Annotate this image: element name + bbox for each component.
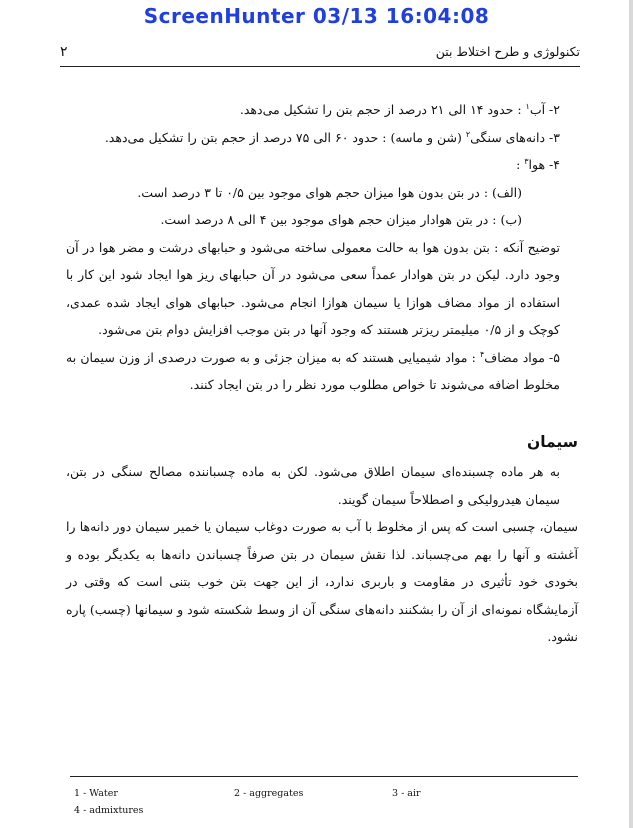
footnote-ref: ۲ [465,129,471,139]
item-label: ۴- هوا [528,157,560,172]
item-label: ۳- دانه‌های سنگی [470,129,560,145]
page-number: ۲ [60,44,68,60]
footnotes [70,776,578,819]
footnote-3: 3 - air [392,788,421,799]
cement-paragraph-2: سیمان، چسبی است که پس از مخلوط با آب به صورت دوغاب سیمان یا خمیر سیمان دور دانه‌ها را آغشته و آنها را بهم می‌چسباند. لذا نقش سیمان در بتن صرفاً چسباندن دانه‌ها به یکدیگر بوده و بخودی خود تأثیری در مقاومت و باربری ندارد، از این جهت بتن خوب بتنی است که وقتی در آزمایشگاه نمونه‌ای از آن را بشکنند دانه‌های سنگی آن از وسط شکسته شود و سیمانها (چسب) پاره نشود. [66,519,578,644]
book-title: تکنولوژی و طرح اختلاط بتن [435,44,580,59]
item-text: : [516,157,525,172]
footnote-row [70,802,578,819]
sub-item-b: (ب) : در بتن هوادار میزان حجم هوای موجود بین ۴ الی ۸ درصد است. [160,212,522,227]
footnote-2: 2 - aggregates [234,788,304,799]
item-label: ۵- مواد مضاف [484,349,560,365]
explanation-paragraph: توضیح آنکه : بتن بدون هوا به حالت معمولی ساخته می‌شود و حبابهای درشت و مضر هوا در آن وجود دارد. لیکن در بتن هوادار عمداً سعی می‌شود در آن حبابهای ریز هوا ایجاد شود این کار با استفاده از مواد مضاف هوازا یا سیمان هوازا انجام می‌شود. حبابهای هوای ایجاد شده عمدی، کوچک و از ۰/۵ میلیمتر ریزتر هستند که وجود آنها در بتن موجب افزایش دوام بتن می‌شود. [66,239,560,337]
page-body [66,96,578,651]
footnote-ref: ۳ [524,156,529,166]
list-item-air [66,151,578,179]
page-edge-divider [629,0,633,828]
item-text: : حدود ۱۴ الی ۲۱ درصد از حجم بتن را تشکیل می‌دهد. [239,102,522,117]
screenhunter-watermark: ScreenHunter 03/13 16:04:08 [143,4,490,28]
footnote-row [70,785,578,802]
section-heading-cement: سیمان [526,432,578,451]
footnote-4: 4 - admixtures [74,805,144,816]
list-item-water [66,96,578,124]
item-text: : مواد شیمیایی هستند که به میزان جزئی و به صورت درصدی از وزن سیمان به مخلوط اضافه می‌شوند تا خواص مطلوب مورد نظر را در بتن ایجاد کنند. [66,349,560,392]
sub-item-a: (الف) : در بتن بدون هوا میزان حجم هوای موجود بین ۰/۵ تا ۳ درصد است. [137,184,522,200]
list-item-admixtures [66,344,578,399]
list-item-aggregates [66,124,578,152]
page-header [60,44,580,67]
item-text: (شن و ماسه) : حدود ۶۰ الی ۷۵ درصد از حجم بتن را تشکیل می‌دهد. [104,129,466,145]
item-label: ۲- آب [529,102,560,117]
footnote-ref: ۴ [479,349,485,359]
cement-paragraph-1: به هر ماده چسبنده‌ای سیمان اطلاق می‌شود. لکن به ماده چسباننده مصالح سنگی در بتن، سیمان هیدرولیکی و اصطلاحاً سیمان گویند. [66,464,560,507]
footnote-1: 1 - Water [74,788,118,799]
footnote-ref: ۱ [525,101,530,111]
